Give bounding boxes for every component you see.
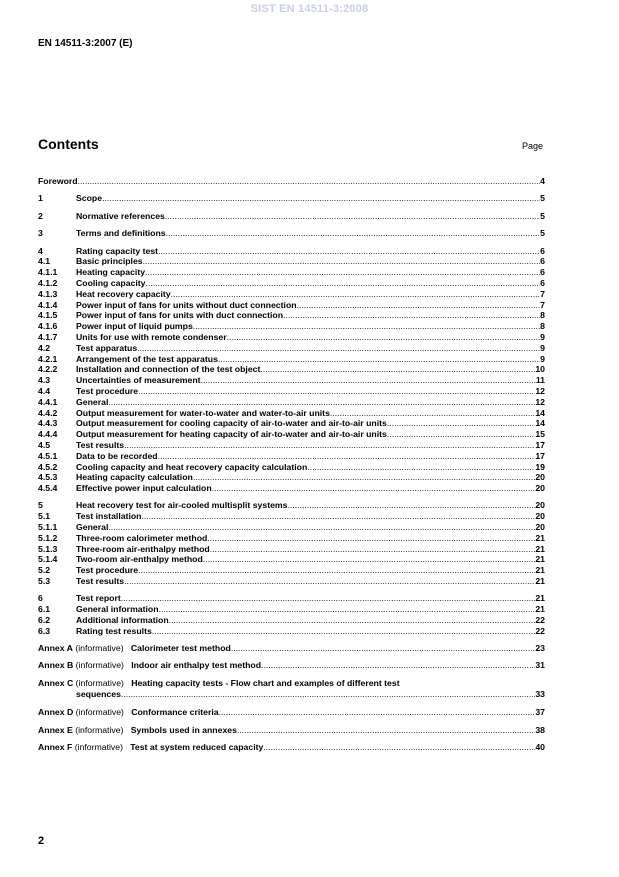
toc-entry[interactable] xyxy=(38,544,545,555)
toc-entry[interactable] xyxy=(38,626,545,637)
toc-entry-title: Test installation xyxy=(76,511,142,522)
toc-leader-dots xyxy=(260,364,535,375)
annex-entry[interactable] xyxy=(38,725,545,736)
toc-entry-title: Effective power input calculation xyxy=(76,483,212,494)
toc-entry-title: Test results xyxy=(76,439,125,450)
toc-leader-dots xyxy=(143,256,541,267)
toc-entry-number: 5.1.4 xyxy=(38,554,58,565)
toc-entry[interactable] xyxy=(38,522,545,533)
toc-entry[interactable] xyxy=(38,211,545,222)
toc-entry[interactable] xyxy=(38,554,545,565)
toc-entry-page: 8 xyxy=(540,321,545,332)
toc-leader-dots xyxy=(231,643,536,654)
toc-leader-dots xyxy=(263,742,535,753)
annex-entry[interactable] xyxy=(38,678,545,700)
toc-entry[interactable] xyxy=(38,289,545,300)
toc-entry[interactable] xyxy=(38,483,545,494)
watermark: SIST EN 14511-3:2008 xyxy=(250,3,369,15)
toc-entry-page: 17 xyxy=(535,439,545,450)
toc-leader-dots xyxy=(124,440,535,451)
annex-title: Conformance criteria xyxy=(131,706,219,717)
toc-entry[interactable] xyxy=(38,593,545,604)
toc-entry[interactable] xyxy=(38,300,545,311)
toc-leader-dots xyxy=(171,289,541,300)
toc-entry-title: Foreword xyxy=(38,176,78,186)
toc-leader-dots xyxy=(387,418,535,429)
toc-leader-dots xyxy=(210,544,536,555)
toc-entry-number: 4.1.1 xyxy=(38,267,58,278)
toc-entry[interactable] xyxy=(38,267,545,278)
toc-entry[interactable] xyxy=(38,440,545,451)
toc-entry-title: Basic principles xyxy=(76,256,143,267)
toc-entry-page: 11 xyxy=(535,375,545,386)
contents-heading: Contents xyxy=(38,136,99,152)
annex-kind: (informative) xyxy=(74,742,123,753)
toc-entry-page: 12 xyxy=(535,385,545,396)
toc-leader-dots xyxy=(283,310,540,321)
toc-entry-page: 9 xyxy=(540,353,545,364)
toc-entry-number: 4.2.2 xyxy=(38,364,58,375)
toc-leader-dots xyxy=(165,211,540,222)
toc-entry[interactable] xyxy=(38,278,545,289)
toc-leader-dots xyxy=(102,193,540,204)
annex-entry[interactable] xyxy=(38,742,545,753)
annex-title: Calorimeter test method xyxy=(130,642,231,653)
toc-leader-dots xyxy=(108,397,535,408)
toc-entry-title: Test procedure xyxy=(76,385,139,396)
toc-entry[interactable] xyxy=(38,576,545,587)
toc-entry-title: Data to be recorded xyxy=(76,450,158,461)
annex-list xyxy=(38,643,545,754)
toc-entry-number: 4.1 xyxy=(38,256,51,267)
toc-entry-number: 4 xyxy=(38,245,43,256)
toc-leader-dots xyxy=(237,725,535,736)
toc-leader-dots xyxy=(146,278,541,289)
toc-entry-title: Cooling capacity xyxy=(76,277,146,288)
table-of-contents xyxy=(38,176,545,760)
annex-page: 23 xyxy=(535,642,545,653)
toc-leader-dots xyxy=(201,375,536,386)
toc-leader-dots xyxy=(159,604,536,615)
annex-title: Test at system reduced capacity xyxy=(130,742,264,753)
toc-entry-number: 4.2.1 xyxy=(38,353,58,364)
toc-entry-title: Units for use with remote condenser xyxy=(76,331,227,342)
toc-entry[interactable] xyxy=(38,511,545,522)
toc-entry-title: Test results xyxy=(76,576,125,587)
toc-entry[interactable] xyxy=(38,354,545,365)
toc-entry-number: 4.2 xyxy=(38,342,51,353)
toc-entry-page: 21 xyxy=(535,554,545,565)
toc-leader-dots xyxy=(121,593,536,604)
toc-entry-page: 14 xyxy=(535,418,545,429)
toc-entry-number: 3 xyxy=(38,228,43,239)
toc-entry-page: 22 xyxy=(535,625,545,636)
toc-entry[interactable] xyxy=(38,332,545,343)
page-column-label: Page xyxy=(522,141,544,151)
toc-entry-page: 5 xyxy=(540,228,545,239)
toc-entry-page: 6 xyxy=(540,245,545,256)
annex-page: 31 xyxy=(535,660,545,671)
annex-label: Annex A xyxy=(38,642,73,653)
toc-leader-dots xyxy=(78,176,541,187)
toc-entry-title: Uncertainties of measurement xyxy=(76,375,201,386)
toc-entry-title: Rating test results xyxy=(76,625,152,636)
toc-entry-page: 8 xyxy=(540,310,545,321)
toc-leader-dots xyxy=(193,321,540,332)
toc-leader-dots xyxy=(227,332,541,343)
toc-entry-page: 19 xyxy=(535,461,545,472)
toc-leader-dots xyxy=(108,522,535,533)
toc-leader-dots xyxy=(166,228,541,239)
toc-entry-title: Terms and definitions xyxy=(76,228,166,239)
toc-entry-number: 4.5.3 xyxy=(38,472,58,483)
toc-entry-page: 6 xyxy=(540,277,545,288)
annex-title: Indoor air enthalpy test method xyxy=(131,660,262,671)
toc-entry-title: Power input of fans for units with duct connection xyxy=(76,310,284,321)
toc-entry-number: 4.5 xyxy=(38,439,51,450)
toc-entry[interactable] xyxy=(38,472,545,483)
annex-page: 33 xyxy=(535,689,545,700)
toc-leader-dots xyxy=(158,246,540,257)
toc-entry-number: 6.2 xyxy=(38,615,51,626)
toc-entry-page: 21 xyxy=(535,543,545,554)
toc-spacer xyxy=(38,587,545,594)
toc-leader-dots xyxy=(193,472,535,483)
toc-entry-number: 4.4 xyxy=(38,385,51,396)
toc-entry-title: Heat recovery test for air-cooled multisplit systems xyxy=(76,500,288,511)
toc-entry-number: 5.1.1 xyxy=(38,522,58,533)
toc-entry-page: 4 xyxy=(540,176,545,186)
toc-entry[interactable] xyxy=(38,386,545,397)
toc-entry-page: 6 xyxy=(540,267,545,278)
toc-entry[interactable] xyxy=(38,533,545,544)
toc-entry-page: 20 xyxy=(535,472,545,483)
toc-entry-title: Output measurement for cooling capacity of air-to-water and air-to-air units xyxy=(76,418,387,429)
toc-spacer xyxy=(38,222,545,229)
annex-label: Annex E xyxy=(38,724,73,735)
toc-entry-page: 15 xyxy=(535,429,545,440)
standard-reference: EN 14511-3:2007 (E) xyxy=(38,38,133,49)
toc-leader-dots xyxy=(261,660,535,671)
toc-entry-number: 4.4.4 xyxy=(38,429,58,440)
toc-entry-page: 6 xyxy=(540,256,545,267)
toc-entry-title: Heating capacity xyxy=(76,267,146,278)
toc-entry[interactable] xyxy=(38,193,545,204)
toc-entry[interactable] xyxy=(38,246,545,257)
toc-leader-dots xyxy=(142,511,536,522)
toc-entry-page: 14 xyxy=(535,407,545,418)
toc-entry-title: General information xyxy=(76,604,159,615)
toc-leader-dots xyxy=(218,354,540,365)
toc-entry-number: 2 xyxy=(38,210,43,221)
toc-entry-number: 4.1.4 xyxy=(38,299,58,310)
toc-entry-title: Rating capacity test xyxy=(76,245,159,256)
toc-leader-dots xyxy=(330,408,535,419)
annex-label: Annex D xyxy=(38,706,74,717)
toc-entry[interactable] xyxy=(38,462,545,473)
toc-entry-title: Output measurement for water-to-water and water-to-air units xyxy=(76,407,330,418)
toc-entry-title: Additional information xyxy=(76,615,169,626)
toc-leader-dots xyxy=(145,267,540,278)
toc-entry-page: 20 xyxy=(535,500,545,511)
toc-leader-dots xyxy=(138,386,535,397)
toc-entry-title: Test procedure xyxy=(76,565,139,576)
annex-entry[interactable] xyxy=(38,643,545,654)
toc-entry-title: Two-room air-enthalpy method xyxy=(76,554,203,565)
toc-entry-number: 5.1.2 xyxy=(38,532,58,543)
toc-leader-dots xyxy=(138,565,535,576)
annex-kind: (informative) xyxy=(75,706,124,717)
toc-entry-title: Three-room air-enthalpy method xyxy=(76,543,210,554)
toc-entry-title: Arrangement of the test apparatus xyxy=(76,353,218,364)
toc-leader-dots xyxy=(124,576,535,587)
toc-entry-title: Test report xyxy=(76,593,121,604)
toc-entry[interactable] xyxy=(38,343,545,354)
toc-entry-number: 6 xyxy=(38,593,43,604)
toc-entry-number: 4.5.2 xyxy=(38,461,58,472)
toc-leader-dots xyxy=(219,707,536,718)
toc-entry-page: 21 xyxy=(535,565,545,576)
toc-entry[interactable] xyxy=(38,176,545,187)
toc-entry-title: Scope xyxy=(76,193,103,204)
toc-entry[interactable] xyxy=(38,408,545,419)
toc-entry[interactable] xyxy=(38,418,545,429)
toc-entry-page: 5 xyxy=(540,210,545,221)
toc-entry-number: 4.5.4 xyxy=(38,483,58,494)
toc-entry-number: 5.1.3 xyxy=(38,543,58,554)
toc-entry[interactable] xyxy=(38,321,545,332)
toc-leader-dots xyxy=(203,554,536,565)
toc-spacer xyxy=(38,204,545,211)
toc-entry-number: 5.3 xyxy=(38,576,51,587)
annex-title: Symbols used in annexes xyxy=(130,724,237,735)
toc-entry-page: 20 xyxy=(535,522,545,533)
toc-entry-page: 21 xyxy=(535,593,545,604)
toc-entry-title: Heat recovery capacity xyxy=(76,288,171,299)
toc-spacer xyxy=(38,494,545,501)
toc-entry-page: 21 xyxy=(535,532,545,543)
toc-entry-page: 20 xyxy=(535,511,545,522)
toc-entry-title: Test apparatus xyxy=(76,342,138,353)
toc-entry[interactable] xyxy=(38,256,545,267)
toc-leader-dots xyxy=(121,689,535,700)
toc-entry-number: 4.1.7 xyxy=(38,331,58,342)
annex-entry[interactable] xyxy=(38,660,545,671)
toc-entry[interactable] xyxy=(38,228,545,239)
annex-page: 37 xyxy=(535,706,545,717)
toc-entry-number: 4.4.2 xyxy=(38,407,58,418)
toc-entry-number: 5.1 xyxy=(38,511,51,522)
toc-entry-page: 7 xyxy=(540,288,545,299)
toc-entry-number: 4.1.6 xyxy=(38,321,58,332)
toc-leader-dots xyxy=(137,343,540,354)
toc-entry-title: Power input of fans for units without duct connection xyxy=(76,299,297,310)
toc-entry-number: 6.3 xyxy=(38,625,51,636)
toc-entry-number: 4.1.5 xyxy=(38,310,58,321)
toc-leader-dots xyxy=(387,429,535,440)
toc-spacer xyxy=(38,187,545,194)
toc-leader-dots xyxy=(297,300,541,311)
toc-entry-title: Normative references xyxy=(76,210,165,221)
toc-entry-page: 7 xyxy=(540,299,545,310)
toc-leader-dots xyxy=(212,483,536,494)
toc-entry-title: Output measurement for heating capacity of air-to-water and air-to-air units xyxy=(76,429,387,440)
toc-spacer xyxy=(38,239,545,246)
toc-entry[interactable] xyxy=(38,397,545,408)
toc-leader-dots xyxy=(287,500,535,511)
toc-entry-number: 4.4.1 xyxy=(38,396,58,407)
toc-entry-page: 12 xyxy=(535,396,545,407)
annex-label: Annex B xyxy=(38,660,74,671)
toc-entry-number: 6.1 xyxy=(38,604,51,615)
toc-entry-page: 17 xyxy=(535,450,545,461)
annex-label: Annex C xyxy=(38,678,74,689)
toc-entry-page: 9 xyxy=(540,331,545,342)
toc-entry-title: Three-room calorimeter method xyxy=(76,532,208,543)
toc-entry-title: General xyxy=(76,396,109,407)
toc-entry[interactable] xyxy=(38,310,545,321)
toc-entry[interactable] xyxy=(38,500,545,511)
annex-kind: (informative) xyxy=(75,678,124,689)
toc-leader-dots xyxy=(307,462,535,473)
toc-entry[interactable] xyxy=(38,451,545,462)
annex-page: 38 xyxy=(535,724,545,735)
toc-entry-title: Heating capacity calculation xyxy=(76,472,193,483)
toc-entry[interactable] xyxy=(38,615,545,626)
annex-page: 40 xyxy=(535,742,545,753)
toc-entry-number: 4.3 xyxy=(38,375,51,386)
annex-title-continued: sequences xyxy=(76,689,121,700)
toc-entry[interactable] xyxy=(38,604,545,615)
toc-entry-number: 5.2 xyxy=(38,565,51,576)
toc-entry-title: Cooling capacity and heat recovery capacity calculation xyxy=(76,461,308,472)
toc-entry[interactable] xyxy=(38,429,545,440)
toc-entry-page: 9 xyxy=(540,342,545,353)
annex-title: Heating capacity tests - Flow chart and examples of different test xyxy=(131,678,400,689)
toc-entry-number: 4.1.3 xyxy=(38,288,58,299)
toc-entry-page: 21 xyxy=(535,576,545,587)
toc-entry[interactable] xyxy=(38,364,545,375)
annex-entry[interactable] xyxy=(38,707,545,718)
toc-entry-page: 10 xyxy=(535,364,545,375)
toc-entry-number: 1 xyxy=(38,193,43,204)
page-number: 2 xyxy=(38,835,45,847)
toc-leader-dots xyxy=(158,451,536,462)
toc-entry[interactable] xyxy=(38,375,545,386)
toc-entry-number: 4.1.2 xyxy=(38,277,58,288)
toc-entry[interactable] xyxy=(38,565,545,576)
annex-label: Annex F xyxy=(38,742,73,753)
toc-leader-dots xyxy=(152,626,536,637)
toc-entry-number: 4.5.1 xyxy=(38,450,58,461)
annex-kind: (informative) xyxy=(75,642,124,653)
toc-leader-dots xyxy=(207,533,535,544)
toc-entry-number: 5 xyxy=(38,500,43,511)
toc-entry-page: 5 xyxy=(540,193,545,204)
toc-entry-title: Installation and connection of the test object xyxy=(76,364,261,375)
toc-entry-title: General xyxy=(76,522,109,533)
annex-kind: (informative) xyxy=(75,660,124,671)
toc-entry-page: 21 xyxy=(535,604,545,615)
toc-entry-title: Power input of liquid pumps xyxy=(76,321,193,332)
annex-kind: (informative) xyxy=(75,724,124,735)
toc-entry-page: 20 xyxy=(535,483,545,494)
toc-leader-dots xyxy=(169,615,536,626)
toc-entry-number: 4.4.3 xyxy=(38,418,58,429)
toc-entry-page: 22 xyxy=(535,615,545,626)
